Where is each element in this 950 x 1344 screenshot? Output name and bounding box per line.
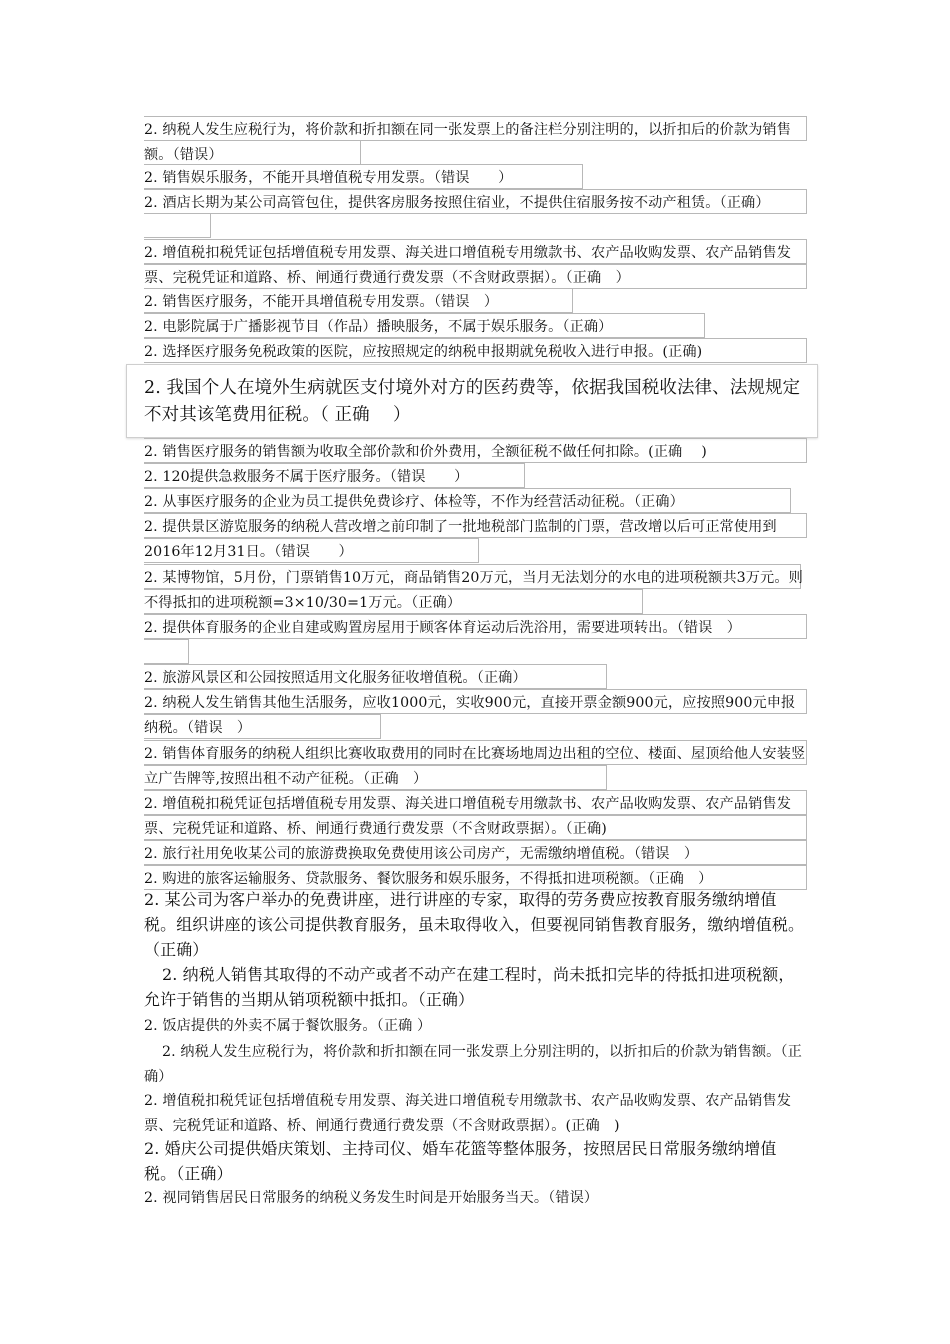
question-24: 2. 纳税人发生应税行为，将价款和折扣额在同一张发票上分别注明的，以折扣后的价款为销售额。（正确） xyxy=(144,1044,802,1085)
question-11: 2. 从事医疗服务的企业为员工提供免费诊疗、体检等，不作为经营活动征税。（正确） xyxy=(144,494,684,510)
question-7: 2. 选择医疗服务免税政策的医院，应按照规定的纳税申报期就免税收入进行申报。(正确) xyxy=(144,344,703,360)
question-14: 2. 提供体育服务的企业自建或购置房屋用于顾客体育运动后洗浴用，需要进项转出。（错误 ） xyxy=(144,620,742,636)
question-4: 2. 增值税扣税凭证包括增值税专用发票、海关进口增值税专用缴款书、农产品收购发票、农产品销售发票、完税凭证和道路、桥、闸通行费通行费发票（不含财政票据）。（正确 ） xyxy=(144,245,791,286)
question-10: 2. 120提供急救服务不属于医疗服务。（错误 ） xyxy=(144,469,469,485)
question-12: 2. 提供景区游览服务的纳税人营改增之前印制了一批地税部门监制的门票，营改增以后可正常使用到2016年12月31日。（错误 ） xyxy=(144,519,777,560)
question-15: 2. 旅游风景区和公园按照适用文化服务征收增值税。（正确） xyxy=(144,670,527,686)
question-9: 2. 销售医疗服务的销售额为收取全部价款和价外费用，全额征税不做任何扣除。(正确 ) xyxy=(144,444,707,460)
frame-line xyxy=(144,639,189,664)
question-2: 2. 销售娱乐服务，不能开具增值税专用发票。（错误 ） xyxy=(144,170,513,186)
question-3: 2. 酒店长期为某公司高管包住，提供客房服务按照住宿业，不提供住宿服务按不动产租赁。（正确） xyxy=(144,195,770,211)
question-19: 2. 旅行社用免收某公司的旅游费换取免费使用该公司房产，无需缴纳增值税。（错误 ） xyxy=(144,846,699,862)
question-27: 2. 视同销售居民日常服务的纳税义务发生时间是开始服务当天。（错误） xyxy=(144,1190,599,1206)
question-23: 2. 饭店提供的外卖不属于餐饮服务。（正确 ） xyxy=(144,1018,432,1034)
question-1: 2. 纳税人发生应税行为，将价款和折扣额在同一张发票上的备注栏分别注明的，以折扣后的价款为销售额。（错误） xyxy=(144,122,791,163)
frame-line xyxy=(144,213,211,238)
question-16: 2. 纳税人发生销售其他生活服务，应收1000元，实收900元，直接开票金额900元，应按照900元申报纳税。（错误 ） xyxy=(144,695,796,736)
question-22: 2. 纳税人销售其取得的不动产或者不动产在建工程时，尚未抵扣完毕的待抵扣进项税额，允许于销售的当期从销项税额中抵扣。（正确） xyxy=(144,965,795,1009)
question-26: 2. 婚庆公司提供婚庆策划、主持司仪、婚车花篮等整体服务，按照居民日常服务缴纳增值税。（正确） xyxy=(144,1139,777,1183)
question-17: 2. 销售体育服务的纳税人组织比赛收取费用的同时在比赛场地周边出租的空位、楼面、屋顶给他人安装竖立广告牌等,按照出租不动产征税。（正确 ） xyxy=(144,746,806,787)
question-5: 2. 销售医疗服务，不能开具增值税专用发票。（错误 ） xyxy=(144,294,499,310)
question-25: 2. 增值税扣税凭证包括增值税专用发票、海关进口增值税专用缴款书、农产品收购发票、农产品销售发票、完税凭证和道路、桥、闸通行费通行费发票（不含财政票据）。(正确 ) xyxy=(144,1093,791,1134)
question-18: 2. 增值税扣税凭证包括增值税专用发票、海关进口增值税专用缴款书、农产品收购发票、农产品销售发票、完税凭证和道路、桥、闸通行费通行费发票（不含财政票据）。（正确) xyxy=(144,796,791,837)
question-8: 2. 我国个人在境外生病就医支付境外对方的医药费等，依据我国税收法律、法规规定不对其该笔费用征税。（ 正确 ） xyxy=(144,378,801,425)
question-6: 2. 电影院属于广播影视节目（作品）播映服务，不属于娱乐服务。（正确） xyxy=(144,319,613,335)
question-20: 2. 购进的旅客运输服务、贷款服务、餐饮服务和娱乐服务，不得抵扣进项税额。（正确 ） xyxy=(144,871,713,887)
question-13: 2. 某博物馆，5月份，门票销售10万元，商品销售20万元，当月无法划分的水电的进项税额共3万元。则不得抵扣的进项税额=3×10/30=1万元。（正确） xyxy=(144,570,803,611)
question-21: 2. 某公司为客户举办的免费讲座，进行讲座的专家，取得的劳务费应按教育服务缴纳增值税。组织讲座的该公司提供教育服务，虽未取得收入，但要视同销售教育服务，缴纳增值税。（正确） xyxy=(144,890,805,959)
